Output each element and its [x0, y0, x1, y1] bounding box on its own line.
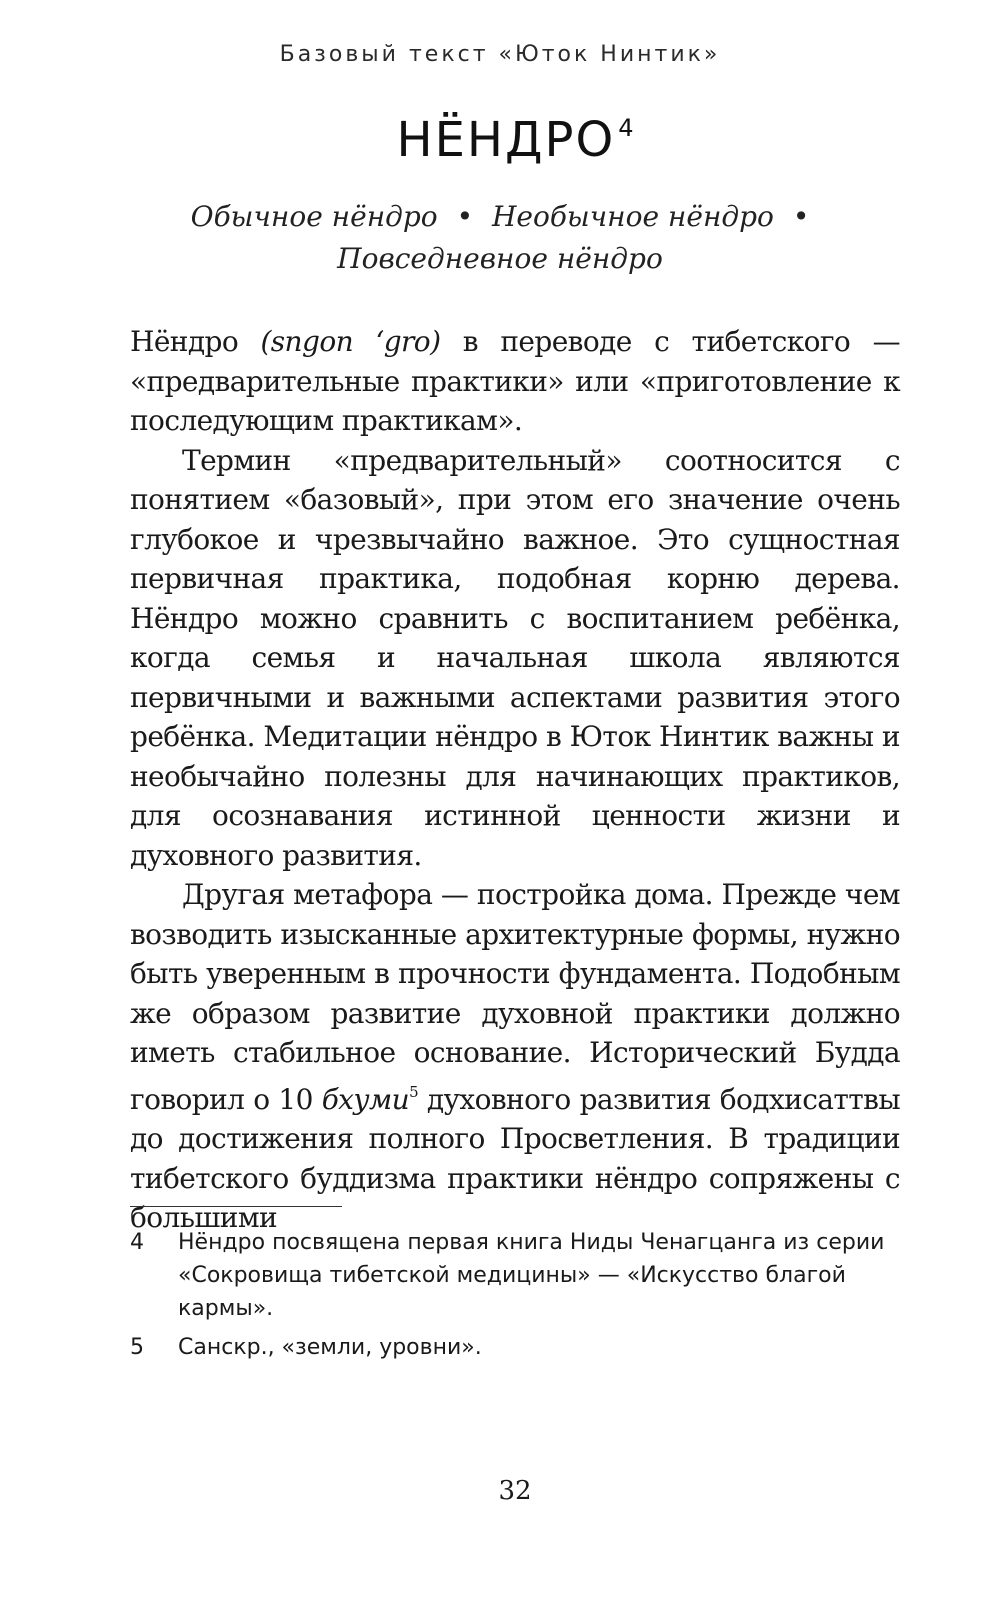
- subtitle-line-2: [0, 238, 1000, 280]
- subtitle-item-extraordinary: Необычное нёндро: [492, 200, 774, 233]
- subtitle-bullet: •: [792, 200, 810, 233]
- footnote-number: 4: [130, 1230, 144, 1255]
- chapter-title-text: НЁНДРО: [396, 112, 616, 168]
- subtitle-item-ordinary: Обычное нёндро: [190, 200, 438, 233]
- chapter-subtitle: [0, 196, 1000, 280]
- footnote-number: 5: [130, 1335, 144, 1360]
- subtitle-line-1: [0, 196, 1000, 238]
- footnote-ref-5[interactable]: 5: [409, 1082, 419, 1101]
- page-number: 32: [498, 1476, 532, 1506]
- footnote-5: [130, 1331, 905, 1364]
- tibetan-term: (sngon ‘gro): [260, 325, 441, 358]
- paragraph-1: Нёндро (sngon ‘gro) в переводе с тибетского — «предварительные практики» или «приготовление к последующим практикам».: [130, 325, 900, 437]
- subtitle-bullet: •: [456, 200, 474, 233]
- paragraph-2: Термин «предварительный» соотносится с понятием «базовый», при этом его значение очень глубокое и чрезвычайно важное. Это сущностная первичная практика, подобная корню дерева. Нёндро можно сравнить с воспитанием ребёнка, когда семья и начальная школа являются первичными и важными аспектами развития этого ребёнка. Медитации нёндро в Юток Нинтик важны и необычайно полезны для начинающих практиков, для осознавания истинной ценности жизни и духовного развития.: [130, 443, 900, 872]
- main-text: [130, 322, 900, 1238]
- chapter-title: [0, 112, 1000, 168]
- footnote-divider: [130, 1206, 342, 1207]
- footnote-text: Нёндро посвящена первая книга Ниды Ченагцанга из серии «Сокровища тибетской медицины» — «Искусство благой кармы».: [178, 1230, 885, 1321]
- footnote-4: [130, 1226, 905, 1325]
- sanskrit-term: бхуми: [321, 1082, 410, 1116]
- footnote-text: Санскр., «земли, уровни».: [178, 1335, 482, 1360]
- subtitle-item-daily: Повседневное нёндро: [337, 242, 663, 275]
- chapter-footnote-ref[interactable]: 4: [618, 114, 634, 142]
- running-head: Базовый текст «Юток Нинтик»: [279, 42, 721, 67]
- footnotes: [130, 1226, 905, 1370]
- paragraph-3: Другая метафора — постройка дома. Прежде чем возводить изысканные архитектурные формы, нужно быть уверенным в прочности фундамента. Подобным же образом развитие духовной практики должно иметь стабильное основание. Исторический Будда говорил о 10 бхуми$^5$ духовного развития бодхисаттвы до достижения полного Просветления. В традиции тибетского буддизма практики нёндро сопряжены с большими: [130, 878, 900, 1234]
